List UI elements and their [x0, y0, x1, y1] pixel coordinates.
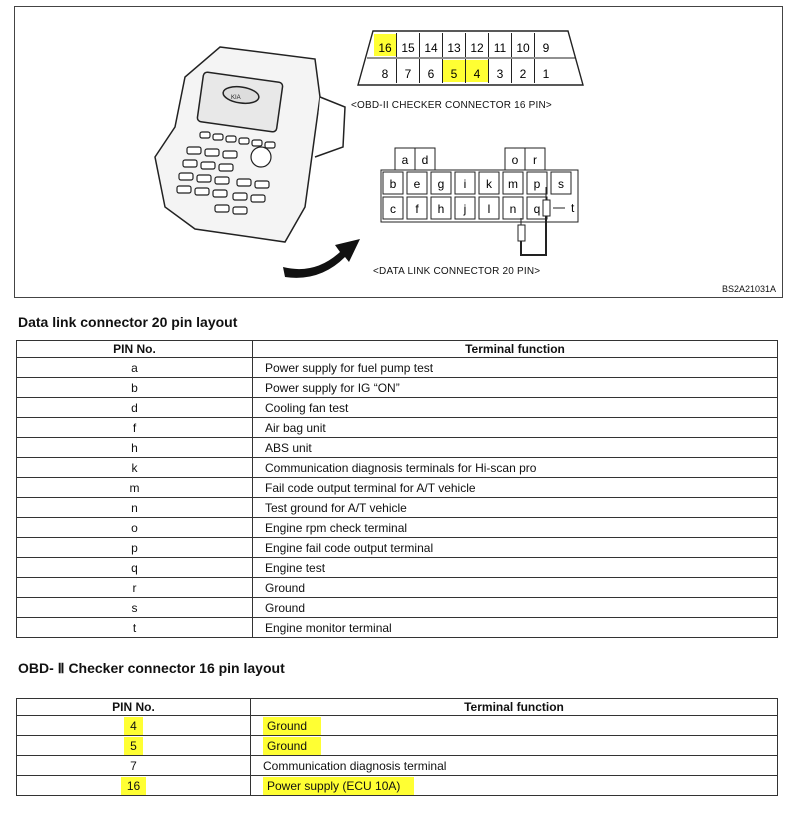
pin-number: m	[129, 480, 140, 495]
connector-pin-label: 12	[470, 41, 484, 55]
dlc-pin-label: t	[571, 201, 575, 215]
connector-pin-label: 13	[447, 41, 461, 55]
pin-number: h	[131, 440, 138, 455]
terminal-function: Cooling fan test	[265, 400, 349, 415]
connector-pin-label: c	[390, 202, 396, 216]
connector-pin-label: a	[401, 153, 409, 167]
pin-number: o	[131, 520, 138, 535]
terminal-function: Test ground for A/T vehicle	[265, 500, 407, 515]
figure-drawing	[15, 7, 784, 299]
pin-cell	[17, 518, 253, 538]
terminal-function: Power supply for IG “ON”	[265, 380, 400, 395]
terminal-function: Communication diagnosis terminal	[263, 758, 447, 773]
table-row	[17, 776, 778, 796]
connector-pin-label: r	[533, 153, 537, 167]
obd-pin-table	[16, 698, 778, 796]
function-cell	[253, 518, 778, 538]
pin-number: p	[131, 540, 138, 555]
function-cell	[251, 776, 778, 796]
pin-number: 7	[130, 758, 137, 773]
connector-pin-label: i	[463, 177, 467, 191]
connector-figure	[14, 6, 783, 298]
terminal-function: Power supply (ECU 10A)	[263, 777, 414, 795]
hi-scan-tester-icon	[155, 47, 345, 242]
table-row	[17, 458, 778, 478]
terminal-function: Ground	[265, 580, 306, 595]
terminal-function: Engine fail code output terminal	[265, 540, 434, 555]
connector-pin-label: 7	[404, 67, 412, 81]
arrow-icon	[283, 239, 360, 278]
connector-pin-label: 9	[542, 41, 550, 55]
function-cell	[253, 378, 778, 398]
table-row	[17, 498, 778, 518]
terminal-function: Communication diagnosis terminals for Hi-scan pro	[265, 460, 537, 475]
data-link-connector	[381, 148, 578, 255]
function-cell	[253, 358, 778, 378]
connector-pin-label: 16	[378, 41, 392, 55]
pin-cell	[17, 378, 253, 398]
pin-cell	[17, 398, 253, 418]
connector-pin-label: 14	[424, 41, 438, 55]
function-cell	[253, 558, 778, 578]
table-header	[17, 699, 778, 716]
connector-pin-label: o	[511, 153, 519, 167]
function-cell	[251, 756, 778, 776]
connector-pin-label: 2	[519, 67, 527, 81]
pin-number: 4	[124, 717, 143, 735]
table-row	[17, 418, 778, 438]
pin-cell	[17, 418, 253, 438]
dlc-table-title: Data link connector 20 pin layout	[18, 314, 238, 330]
table-row	[17, 756, 778, 776]
connector-pin-label: m	[508, 177, 518, 191]
connector-pin-label: e	[413, 177, 421, 191]
pin-cell	[17, 578, 253, 598]
connector-pin-label: b	[389, 177, 397, 191]
pin-cell	[17, 438, 253, 458]
dlc-caption: <DATA LINK CONNECTOR 20 PIN>	[373, 266, 541, 277]
pin-cell	[17, 458, 253, 478]
table-row	[17, 478, 778, 498]
table-row	[17, 716, 778, 736]
function-cell	[251, 736, 778, 756]
pin-number: b	[131, 380, 138, 395]
resistor-icon	[543, 200, 550, 216]
pin-cell	[17, 756, 251, 776]
function-cell	[253, 578, 778, 598]
terminal-function: Engine monitor terminal	[265, 620, 392, 635]
function-cell	[253, 438, 778, 458]
connector-pin-label: k	[486, 177, 492, 191]
terminal-function: Engine rpm check terminal	[265, 520, 408, 535]
figure-code: BS2A21031A	[721, 284, 776, 294]
connector-pin-label: 15	[401, 41, 415, 55]
connector-pin-label: 11	[493, 41, 507, 55]
function-cell	[253, 398, 778, 418]
pin-number: k	[131, 460, 138, 475]
pin-number: 16	[121, 777, 146, 795]
pin-number: 5	[124, 737, 143, 755]
connector-pin-label: 6	[427, 67, 435, 81]
pin-cell	[17, 538, 253, 558]
connector-pin-label: g	[437, 177, 445, 191]
tester-logo: KIA	[231, 95, 241, 101]
table-row	[17, 578, 778, 598]
terminal-function: Engine test	[265, 560, 326, 575]
function-cell	[253, 618, 778, 638]
column-header-function: Terminal function	[253, 341, 778, 358]
terminal-function: Air bag unit	[265, 420, 326, 435]
table-row	[17, 598, 778, 618]
table-row	[17, 358, 778, 378]
terminal-function: Ground	[263, 717, 321, 735]
table-row	[17, 736, 778, 756]
connector-pin-label: 10	[516, 41, 530, 55]
table-row	[17, 378, 778, 398]
obd-table-title: OBD- Ⅱ Checker connector 16 pin layout	[18, 660, 285, 676]
terminal-function: Fail code output terminal for A/T vehicle	[265, 480, 476, 495]
function-cell	[251, 716, 778, 736]
pin-cell	[17, 618, 253, 638]
connector-pin-label: j	[463, 202, 467, 216]
function-cell	[253, 458, 778, 478]
pin-cell	[17, 776, 251, 796]
terminal-function: Power supply for fuel pump test	[265, 360, 434, 375]
obd-connector	[358, 31, 583, 85]
connector-pin-label: s	[558, 177, 564, 191]
function-cell	[253, 598, 778, 618]
table-row	[17, 398, 778, 418]
connector-pin-label: l	[487, 202, 491, 216]
pin-cell	[17, 736, 251, 756]
connector-pin-label: h	[437, 202, 445, 216]
terminal-function: ABS unit	[265, 440, 312, 455]
pin-cell	[17, 498, 253, 518]
column-header-pin: PIN No.	[17, 699, 251, 716]
table-row	[17, 558, 778, 578]
pin-number: a	[131, 360, 138, 375]
connector-pin-label: f	[415, 202, 419, 216]
connector-pin-label: 8	[381, 67, 389, 81]
function-cell	[253, 538, 778, 558]
function-cell	[253, 478, 778, 498]
pin-number: d	[131, 400, 138, 415]
pin-number: s	[131, 600, 138, 615]
function-cell	[253, 498, 778, 518]
terminal-function: Ground	[263, 737, 321, 755]
connector-pin-label: 4	[473, 67, 481, 81]
pin-number: q	[131, 560, 138, 575]
table-row	[17, 538, 778, 558]
table-row	[17, 518, 778, 538]
pin-number: f	[132, 420, 137, 435]
pin-cell	[17, 558, 253, 578]
table-row	[17, 438, 778, 458]
pin-number: n	[131, 500, 138, 515]
table-header	[17, 341, 778, 358]
pin-number: r	[132, 580, 137, 595]
function-cell	[253, 418, 778, 438]
pin-cell	[17, 478, 253, 498]
connector-pin-label: p	[533, 177, 541, 191]
resistor-icon	[518, 225, 525, 241]
connector-pin-label: q	[533, 202, 541, 216]
dlc-pin-table	[16, 340, 778, 638]
connector-pin-label: 3	[496, 67, 504, 81]
pin-cell	[17, 358, 253, 378]
connector-pin-label: n	[509, 202, 517, 216]
column-header-function: Terminal function	[251, 699, 778, 716]
obd-caption: <OBD-II CHECKER CONNECTOR 16 PIN>	[351, 100, 552, 111]
table-row	[17, 618, 778, 638]
pin-number: t	[132, 620, 137, 635]
column-header-pin: PIN No.	[17, 341, 253, 358]
pin-cell	[17, 598, 253, 618]
pin-cell	[17, 716, 251, 736]
connector-pin-label: d	[421, 153, 429, 167]
terminal-function: Ground	[265, 600, 306, 615]
connector-pin-label: 5	[450, 67, 458, 81]
connector-pin-label: 1	[542, 67, 550, 81]
